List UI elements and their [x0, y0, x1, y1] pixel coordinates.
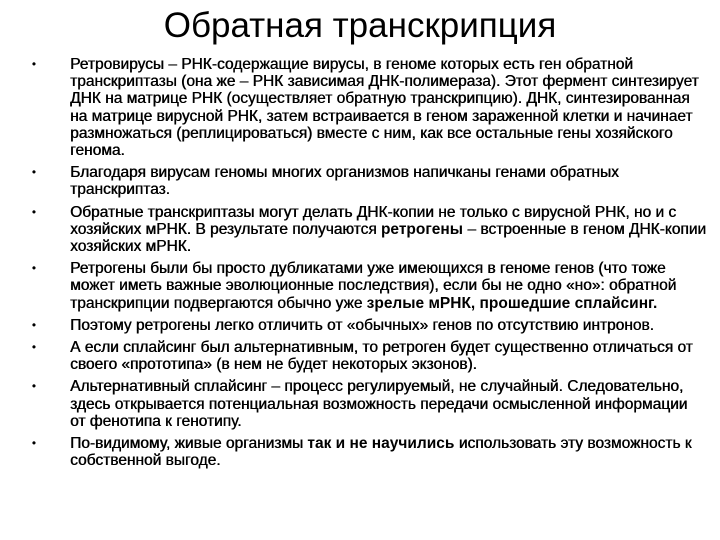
bullet-text: Ретровирусы – РНК-содержащие вирусы, в геноме которых есть ген обратной транскриптазы (она же – РНК зависимая ДНК-полимераза). Этот фермент синтезирует ДНК на матрице РНК (осуществляет обратную транскрипцию). ДНК, синтезированная на матрице вирусной РНК, затем встраивается в геном зараженной клетки и начинает размножаться (реплицироваться) вместе с ним, как все остальные гены хозяйского генома.: [70, 56, 699, 160]
bullet-text: Обратные транскриптазы могут делать ДНК-копии не только с вирусной РНК, но и с хозяйских мРНК. В результате получаются: [70, 203, 677, 238]
bullet-text: использовать эту возможность к собственной выгоде.: [70, 435, 692, 470]
bullet-item: [26, 339, 706, 373]
bullet-item: [26, 317, 706, 334]
bullet-text: А если сплайсинг был альтернативным, то ретроген будет существенно отличаться от своего «прототипа» (в нем не будет некоторых экзонов).: [70, 339, 693, 374]
bullet-text: Благодаря вирусам геномы многих организмов напичканы генами обратных транскриптаз.: [70, 164, 619, 199]
bullet-text: Ретрогены были бы просто дубликатами уже имеющихся в геноме генов (что тоже может иметь важные эволюционные последствия), если бы не одно «но»: обратной транскрипции подвергаются обычно уже: [70, 260, 677, 312]
bullet-bold-text: так и не научились: [307, 435, 455, 453]
bullet-item: [26, 204, 706, 256]
bullet-bold-text: ретрогены: [380, 220, 464, 238]
bullet-marker: •: [31, 165, 37, 180]
bullet-marker: •: [31, 340, 37, 355]
bullet-marker: •: [31, 57, 37, 71]
bullet-item: [26, 378, 706, 430]
bullet-marker: •: [31, 436, 37, 451]
slide-title: Обратная транскрипция: [163, 6, 557, 45]
bullet-marker: •: [31, 379, 37, 394]
bullet-bold-text: зрелые мРНК, прошедшие сплайсинг.: [366, 294, 658, 312]
bullet-item: [26, 435, 706, 469]
bullet-marker: •: [31, 317, 37, 332]
bullet-text: Альтернативный сплайсинг – процесс регулируемый, не случайный. Следовательно, здесь открывается потенциальная возможность передачи осмысленной информации от фенотипа к генотипу.: [70, 378, 688, 430]
bullet-item: [26, 260, 706, 312]
bullet-marker: •: [31, 204, 37, 219]
bullet-item: [26, 164, 706, 198]
bullet-list: [26, 56, 706, 474]
bullet-text: – встроенные в геном ДНК-копии хозяйских мРНК.: [70, 220, 707, 256]
bullet-marker: •: [31, 261, 37, 276]
bullet-item: [26, 56, 706, 159]
bullet-text: Поэтому ретрогены легко отличить от «обычных» генов по отсутствию интронов.: [70, 316, 654, 334]
bullet-text: По-видимому, живые организмы: [70, 435, 308, 453]
